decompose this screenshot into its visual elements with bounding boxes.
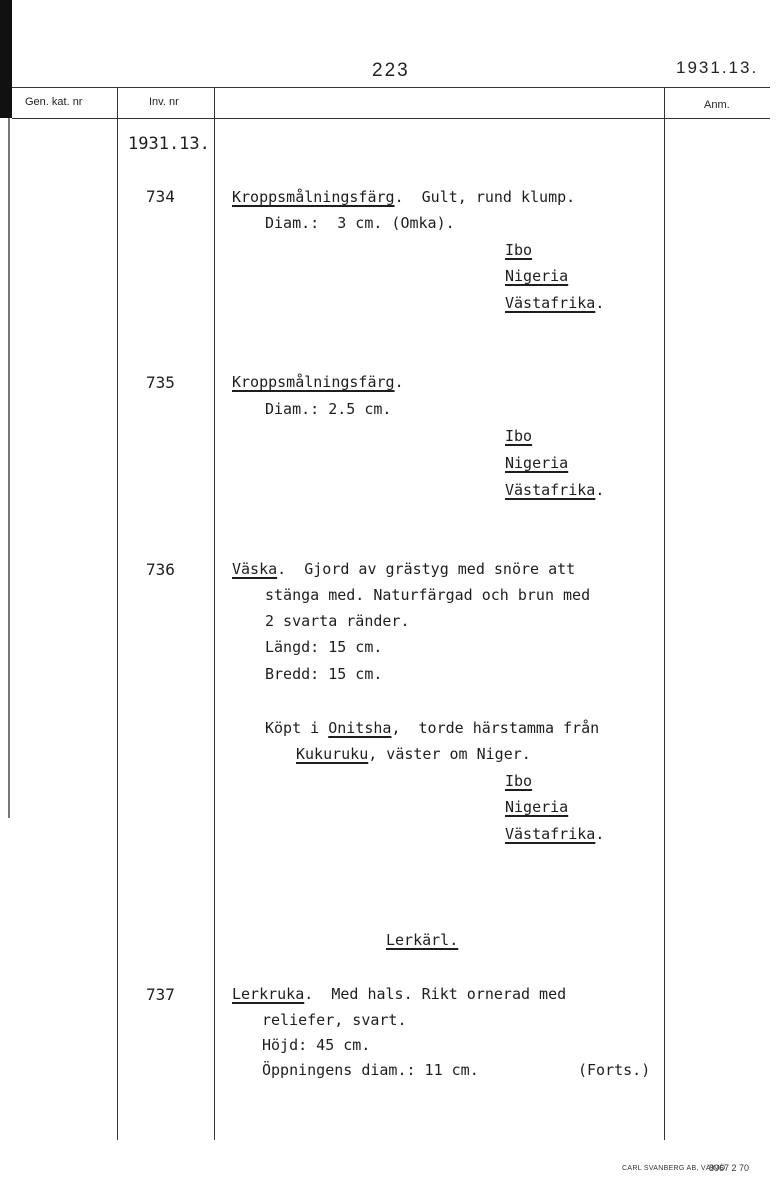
column-divider-3 — [664, 88, 665, 1140]
entry-title-line — [232, 373, 404, 391]
column-divider-1 — [117, 88, 118, 1140]
header-bottom-rule — [12, 118, 770, 119]
entry-line: Längd: 15 cm. — [265, 638, 383, 656]
inv-number: 736 — [146, 560, 175, 579]
acquisition-line: Köpt i Onitsha, torde härstamma från — [265, 719, 600, 737]
left-margin-bar — [0, 0, 12, 118]
entry-title-line — [232, 188, 575, 206]
column-header-inv: Inv. nr — [149, 96, 179, 108]
origin-place: Kukuruku — [296, 745, 369, 763]
object-name: Kroppsmålningsfärg — [232, 188, 395, 206]
inv-number: 734 — [146, 187, 175, 206]
country-place: Nigeria — [505, 267, 569, 285]
left-margin-line — [8, 118, 10, 818]
origin-line: Kukuruku, väster om Niger. — [296, 745, 531, 763]
page-number: 223 — [372, 60, 410, 81]
header-top-rule — [12, 87, 770, 88]
column-divider-2 — [214, 88, 215, 1140]
catalog-number: 1931.13. — [676, 58, 759, 77]
entry-line: Öppningens diam.: 11 cm. — [262, 1061, 479, 1079]
section-heading: Lerkärl. — [386, 931, 459, 949]
form-number: 8967 2 70 — [709, 1163, 750, 1173]
entry-line: Diam.: 3 cm. (Omka). — [265, 214, 455, 232]
entry-line: stänga med. Naturfärgad och brun med — [265, 586, 591, 604]
object-name: Kroppsmålningsfärg — [232, 373, 395, 391]
region-place-line: Västafrika. — [505, 481, 605, 499]
title-rest: . Med hals. Rikt ornerad med — [304, 985, 567, 1003]
country-place: Nigeria — [505, 454, 569, 472]
year-label: 1931.13. — [128, 134, 210, 154]
acquisition-place: Onitsha — [328, 719, 392, 737]
object-name: Lerkruka — [232, 985, 305, 1003]
continued-note: (Forts.) — [578, 1061, 651, 1079]
entry-line: 2 svarta ränder. — [265, 612, 410, 630]
people-place: Ibo — [505, 772, 533, 790]
column-header-anm: Anm. — [704, 99, 730, 111]
title-rest: . Gult, rund klump. — [394, 188, 576, 206]
entry-line: reliefer, svart. — [262, 1011, 407, 1029]
region-place: Västafrika — [505, 825, 596, 843]
entry-title-line — [232, 560, 575, 578]
people-place: Ibo — [505, 427, 533, 445]
entry-line: Diam.: 2.5 cm. — [265, 400, 392, 418]
country-place: Nigeria — [505, 798, 569, 816]
printer-imprint: CARL SVANBERG AB, VÄXJÖ — [622, 1165, 726, 1172]
region-place-line: Västafrika. — [505, 294, 605, 312]
object-name: Väska — [232, 560, 278, 578]
title-rest: . Gjord av grästyg med snöre att — [277, 560, 576, 578]
entry-line: Höjd: 45 cm. — [262, 1036, 371, 1054]
inv-number: 737 — [146, 985, 175, 1004]
region-place: Västafrika — [505, 294, 596, 312]
title-rest: . — [394, 373, 404, 391]
column-header-gen-kat: Gen. kat. nr — [25, 96, 83, 108]
inv-number: 735 — [146, 373, 175, 392]
entry-line: Bredd: 15 cm. — [265, 665, 383, 683]
people-place: Ibo — [505, 241, 533, 259]
entry-title-line — [232, 985, 566, 1003]
region-place: Västafrika — [505, 481, 596, 499]
region-place-line: Västafrika. — [505, 825, 605, 843]
